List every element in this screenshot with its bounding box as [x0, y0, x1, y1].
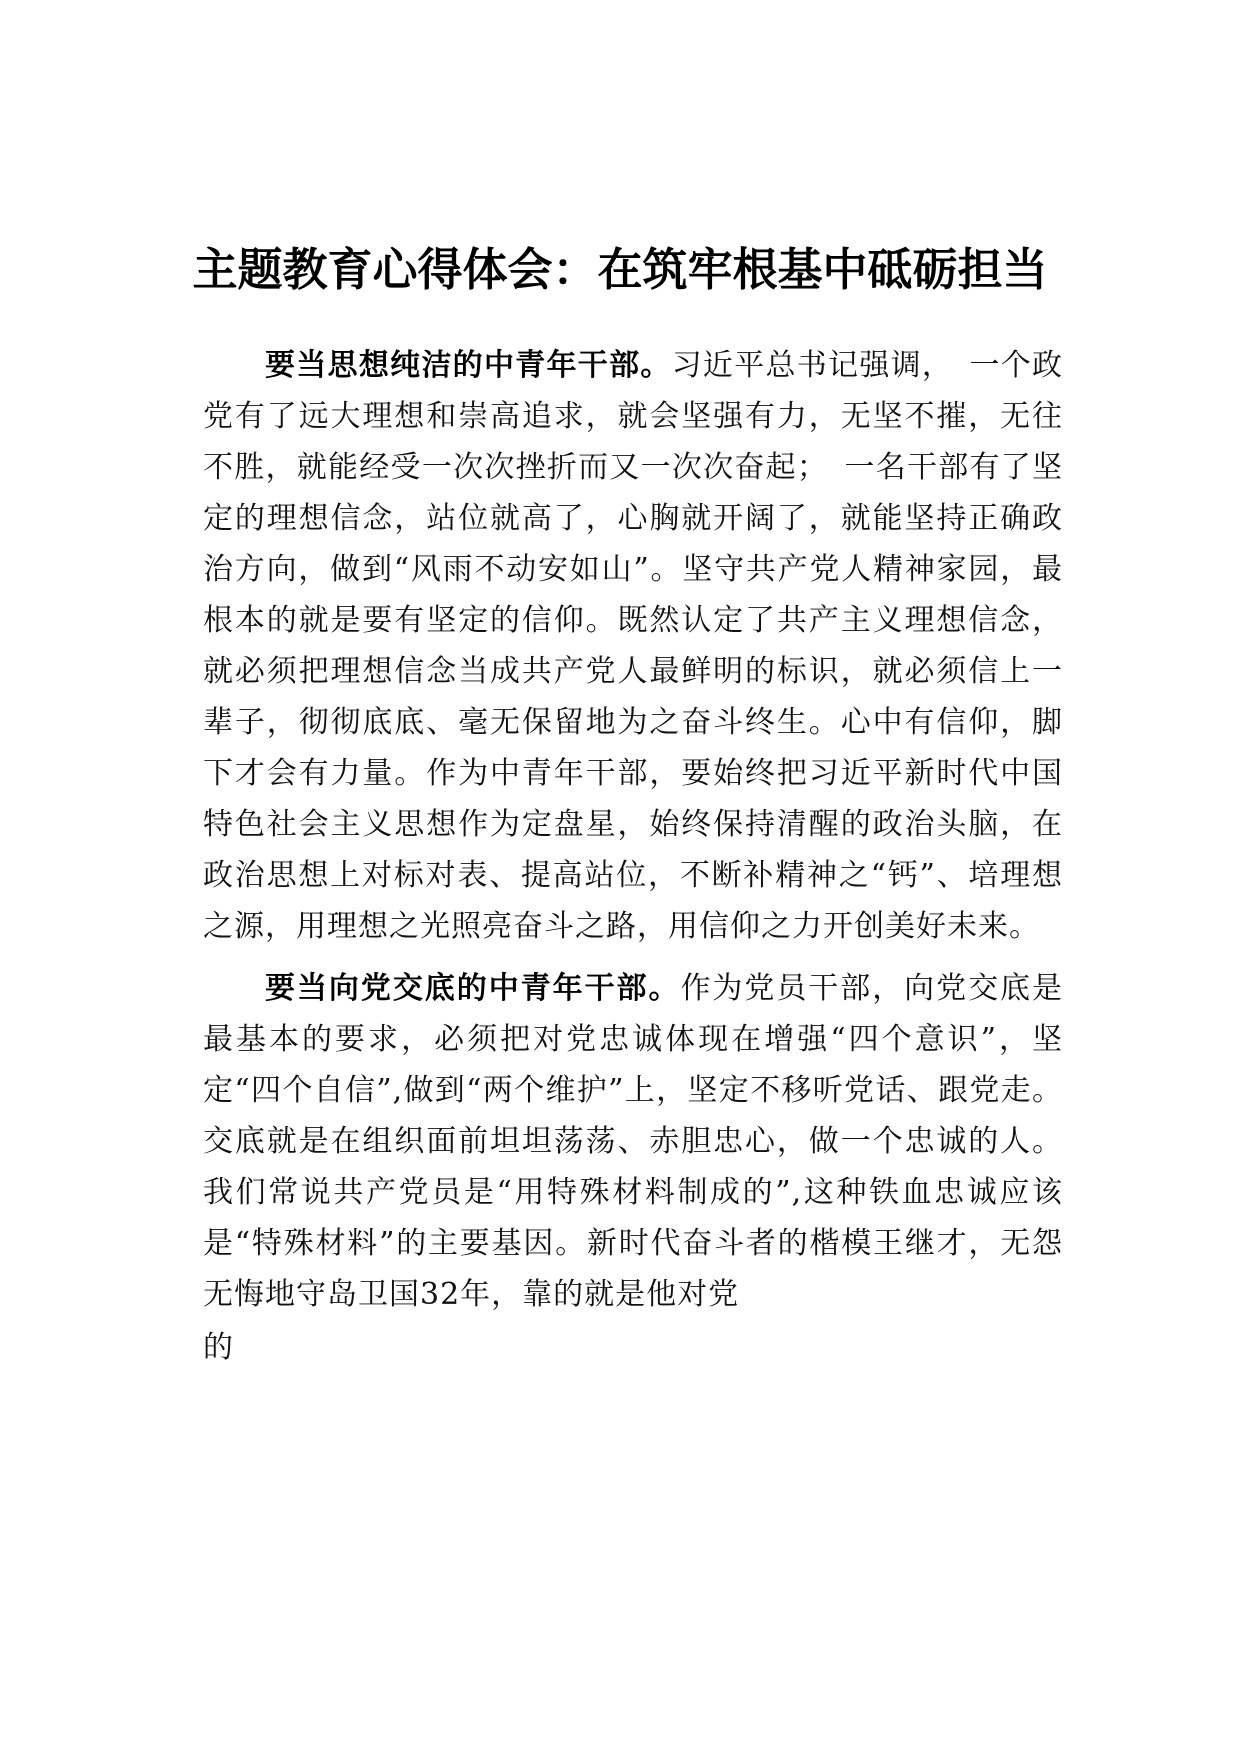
- paragraph-1-text: 习近平总书记强调， 一个政党有了远大理想和崇高追求，就会坚强有力，无坚不摧，无往不胜，就能经受一次次挫折而又一次次奋起； 一名干部有了坚定的理想信念，站位就高了，心胸就开阔了，就能坚持正确政治方向，做到“风雨不动安如山”。坚守共产党人精神家园，最根本的就是要有坚定的信仰。既然认定了共产主义理想信念，就必须把理想信念当成共产党人最鲜明的标识，就必须信上一辈子，彻彻底底、毫无保留地为之奋斗终生。心中有信仰，脚下才会有力量。作为中青年干部，要始终把习近平新时代中国特色社会主义思想作为定盘星，始终保持清醒的政治头脑，在政治思想上对标对表、提高站位，不断补精神之“钙”、培理想之源，用理想之光照亮奋斗之路，用信仰之力开创美好未来。: [203, 348, 1064, 944]
- paragraph-1: [203, 340, 1063, 952]
- paragraph-2-overflow: 的: [203, 1330, 234, 1365]
- paragraph-2-lead: 要当向党交底的中青年干部。: [265, 971, 681, 1006]
- paragraph-2: [203, 963, 1063, 1320]
- paragraph-2-text: 作为党员干部，向党交底是最基本的要求，必须把对党忠诚体现在增强“四个意识”，坚定“四个自信”,做到“两个维护”上，坚定不移听党话、跟党走。交底就是在组织面前坦坦荡荡、赤胆忠心，做一个忠诚的人。我们常说共产党员是“用特殊材料制成的”,这种铁血忠诚应该是“特殊材料”的主要基因。新时代奋斗者的楷模王继才，无怨无悔地守岛卫国32年，靠的就是他对党: [203, 971, 1064, 1312]
- document-title: 主题教育心得体会：在筑牢根基中砥砺担当: [192, 243, 1048, 297]
- document-body: [203, 340, 1063, 1365]
- paragraph-1-lead: 要当思想纯洁的中青年干部。: [265, 348, 672, 383]
